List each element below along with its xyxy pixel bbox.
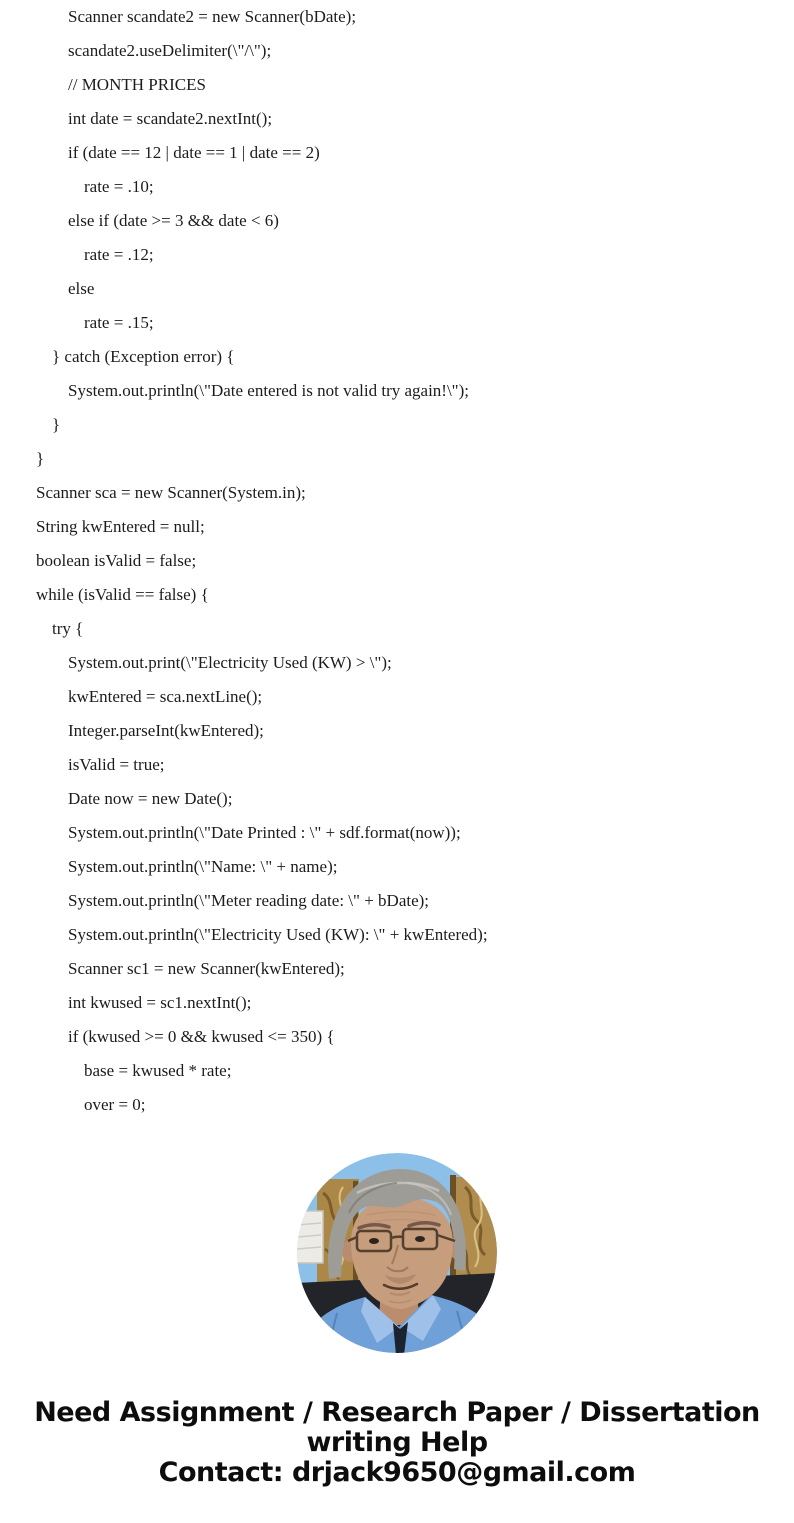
code-line: } bbox=[36, 449, 45, 468]
code-line: rate = .15; bbox=[84, 313, 154, 332]
code-line: if (date == 12 | date == 1 | date == 2) bbox=[68, 143, 320, 162]
code-line: System.out.println(\"Date Printed : \" + sdf.format(now)); bbox=[68, 823, 461, 842]
code-line: base = kwused * rate; bbox=[84, 1061, 232, 1080]
code-line: } bbox=[52, 415, 61, 434]
code-line: System.out.println(\"Meter reading date: \" + bDate); bbox=[68, 891, 430, 910]
code-line: else if (date >= 3 && date < 6) bbox=[68, 211, 279, 230]
code-line: rate = .12; bbox=[84, 245, 154, 264]
footer-line-3: Contact: drjack9650@gmail.com bbox=[158, 1457, 636, 1488]
code-line: kwEntered = sca.nextLine(); bbox=[68, 687, 263, 706]
code-line: scandate2.useDelimiter(\"/\"); bbox=[68, 41, 272, 60]
code-line: try { bbox=[52, 619, 84, 638]
code-line: Integer.parseInt(kwEntered); bbox=[68, 721, 264, 740]
code-line: Scanner sc1 = new Scanner(kwEntered); bbox=[68, 959, 345, 978]
avatar bbox=[297, 1153, 497, 1353]
code-line: System.out.println(\"Name: \" + name); bbox=[68, 857, 338, 876]
code-line: int kwused = sc1.nextInt(); bbox=[68, 993, 252, 1012]
right-eye bbox=[415, 1236, 425, 1242]
code-line: Scanner scandate2 = new Scanner(bDate); bbox=[68, 7, 357, 26]
portrait-photo bbox=[297, 1153, 497, 1353]
code-line: boolean isValid = false; bbox=[36, 551, 197, 570]
code-line: String kwEntered = null; bbox=[36, 517, 205, 536]
code-line: if (kwused >= 0 && kwused <= 350) { bbox=[68, 1027, 335, 1046]
footer-line-2: writing Help bbox=[306, 1427, 488, 1458]
code-line: while (isValid == false) { bbox=[36, 585, 209, 604]
code-line: Scanner sca = new Scanner(System.in); bbox=[36, 483, 306, 502]
code-line: } catch (Exception error) { bbox=[52, 347, 235, 366]
window-frame bbox=[297, 1211, 323, 1263]
left-eye bbox=[369, 1238, 379, 1244]
code-line: over = 0; bbox=[84, 1095, 146, 1114]
footer-banner bbox=[0, 1398, 794, 1488]
code-line: System.out.println(\"Date entered is not valid try again!\"); bbox=[68, 381, 470, 400]
code-line: else bbox=[68, 279, 95, 298]
code-line: isValid = true; bbox=[68, 755, 165, 774]
code-line: rate = .10; bbox=[84, 177, 154, 196]
code-line: System.out.print(\"Electricity Used (KW) > \"); bbox=[68, 653, 392, 672]
code-line: Date now = new Date(); bbox=[68, 789, 233, 808]
footer-line-1: Need Assignment / Research Paper / Dissertation bbox=[34, 1397, 760, 1428]
code-line: System.out.println(\"Electricity Used (KW): \" + kwEntered); bbox=[68, 925, 488, 944]
code-line: // MONTH PRICES bbox=[68, 75, 206, 94]
code-line: int date = scandate2.nextInt(); bbox=[68, 109, 273, 128]
